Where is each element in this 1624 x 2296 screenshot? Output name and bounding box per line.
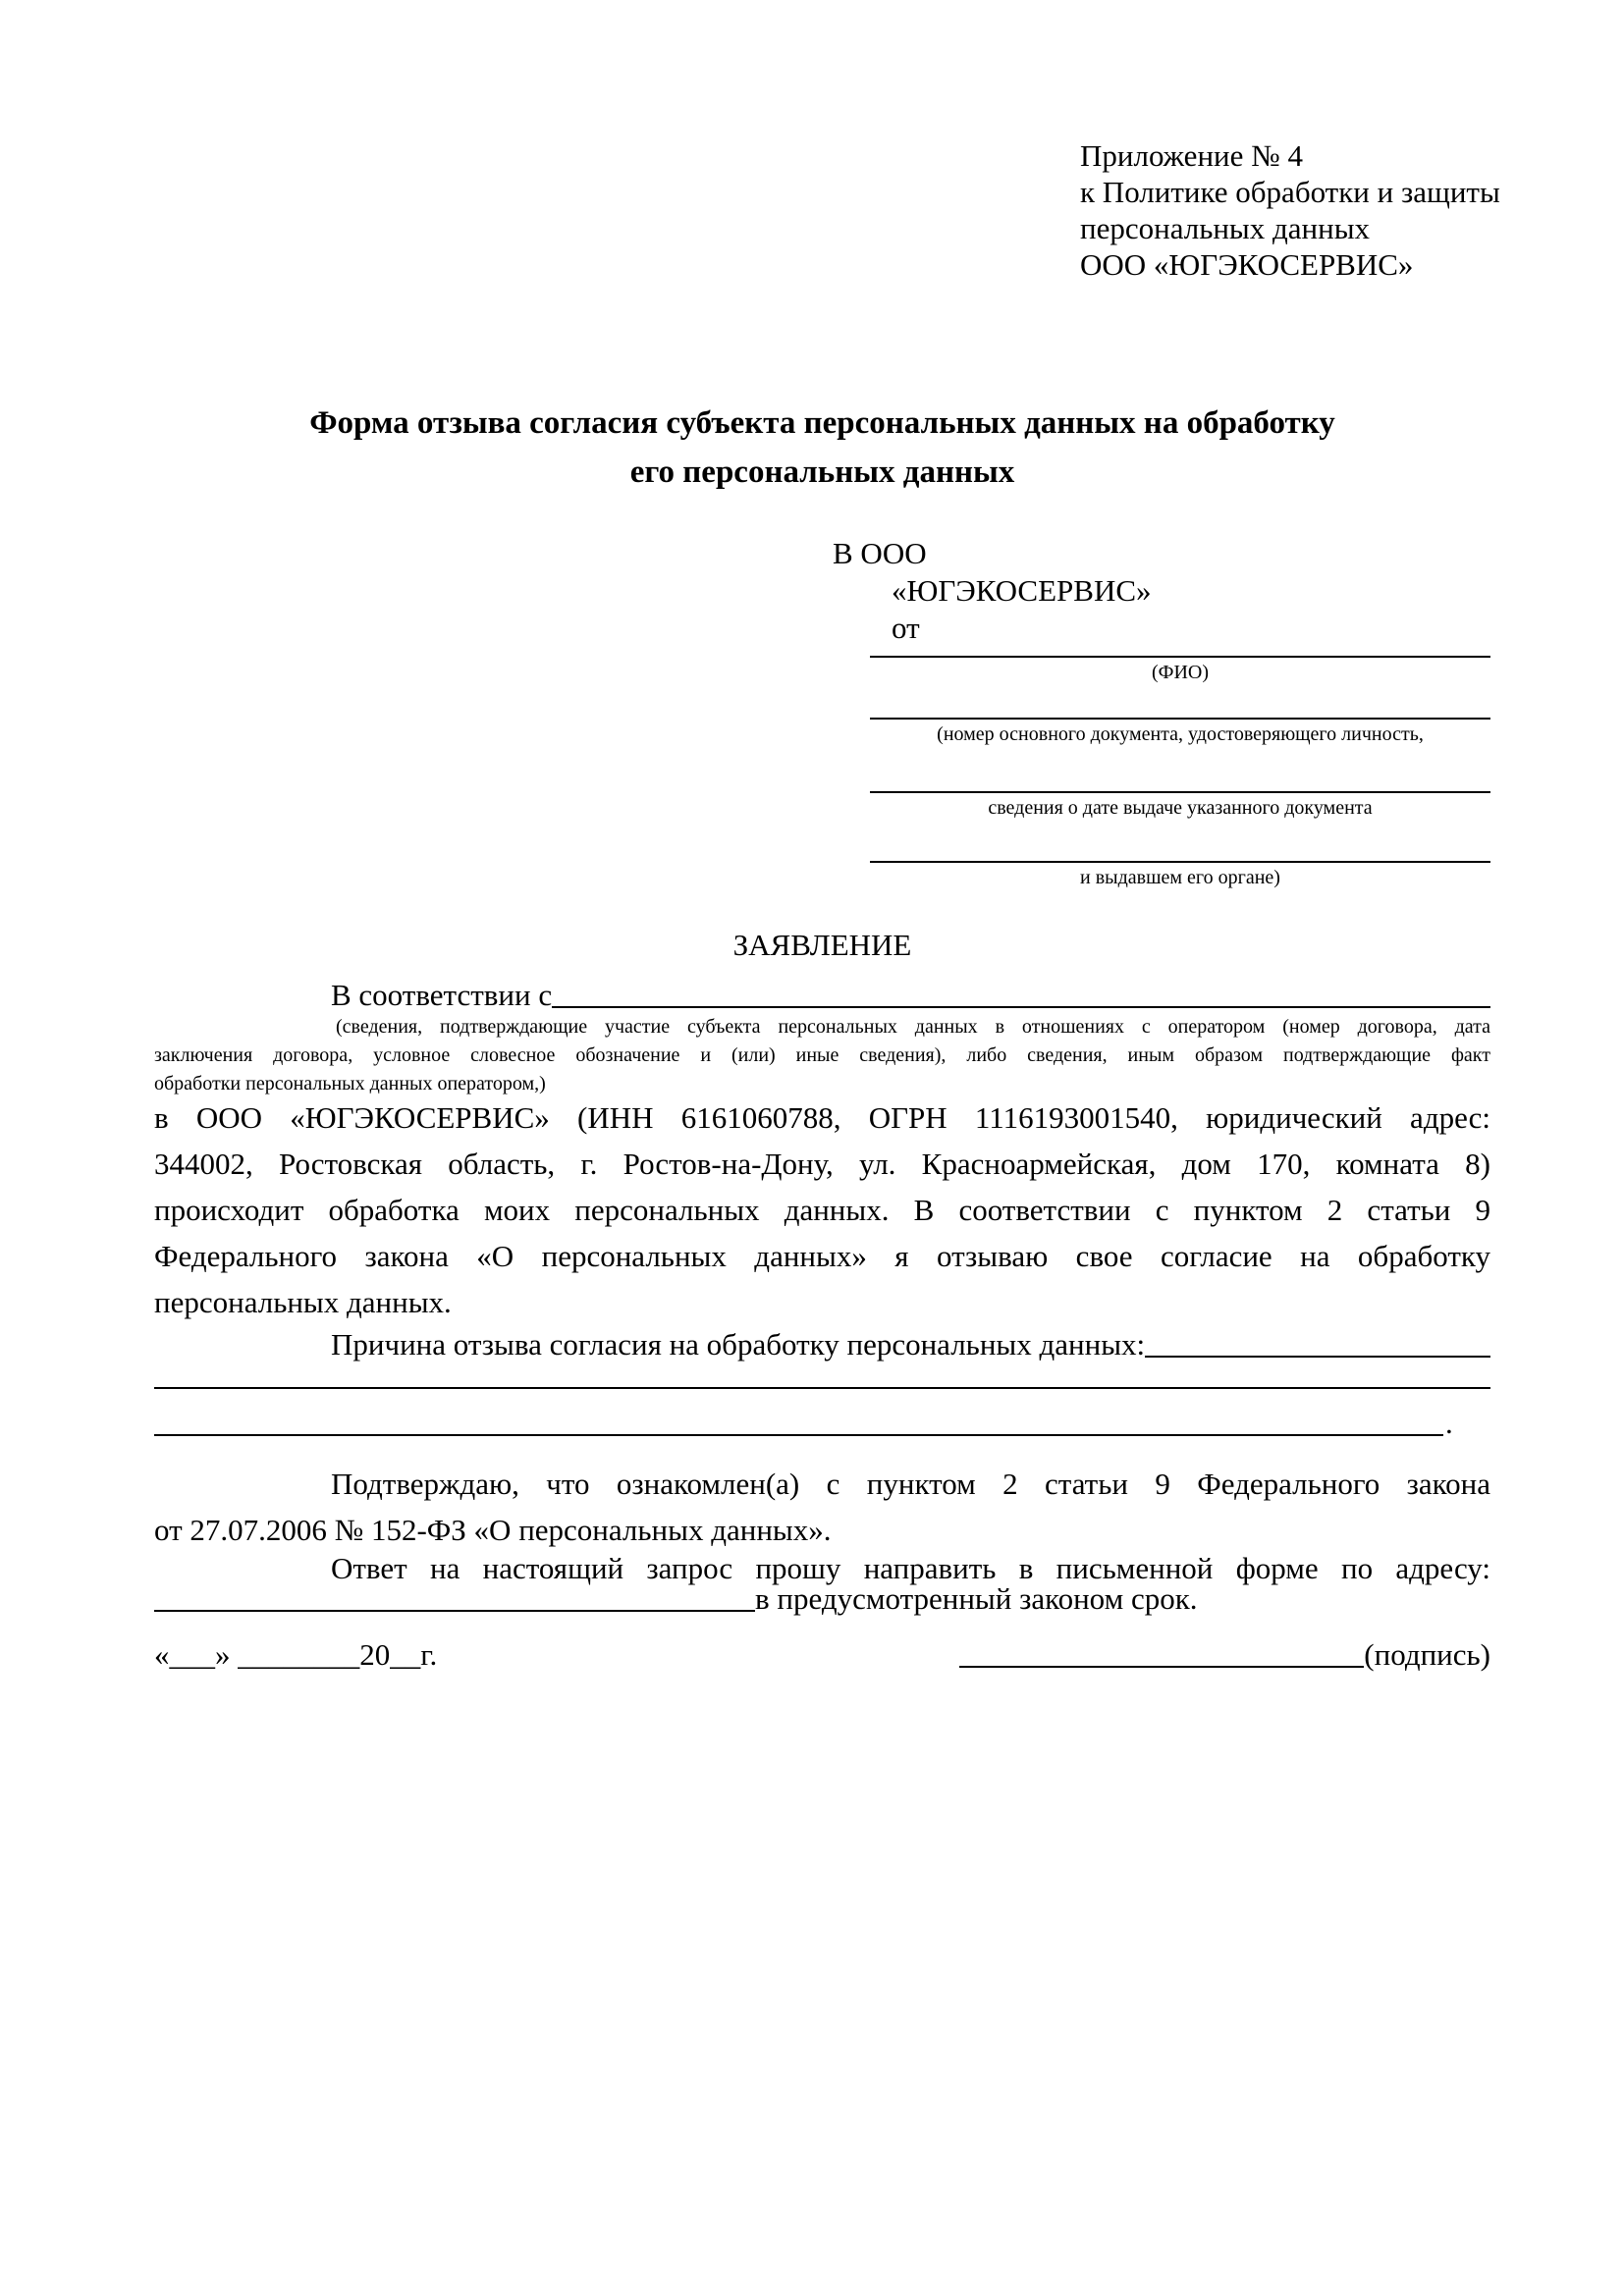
addressee-to-label: В ООО xyxy=(833,536,927,570)
appendix-org-name: ООО «ЮГЭКОСЕРВИС» xyxy=(1080,247,1414,282)
date-blank-line: «___» ________20__г. xyxy=(154,1637,438,1672)
small-print-note xyxy=(154,1013,1490,1098)
confirmation-line1: Подтверждаю, что ознакомлен(а) с пунктом 2 статьи 9 Федерального закона xyxy=(331,1467,1490,1501)
document-number-caption: (номер основного документа, удостоверяющего личность, xyxy=(937,723,1424,745)
statement-body-line2: 344002, Ростовская область, г. Ростов-на-Дону, ул. Красноармейская, дом 170, комната 8) xyxy=(154,1147,1490,1181)
small-print-line2: заключения договора, условное словесное обозначение и (или) иные сведения), либо сведения, иным образом подтверждающие факт xyxy=(154,1044,1490,1066)
page-title-line1: Форма отзыва согласия субъекта персональных данных на обработку xyxy=(309,405,1335,441)
fio-blank-group xyxy=(870,656,1490,684)
answer-request-line1: Ответ на настоящий запрос прошу направить в письменной форме по адресу: xyxy=(331,1551,1490,1585)
statement-body-line5: персональных данных. xyxy=(154,1285,452,1319)
answer-request-suffix: в предусмотренный законом срок. xyxy=(755,1581,1198,1616)
small-print-line1: (сведения, подтверждающие участие субъекта персональных данных в отношениях с оператором (номер договора, дата xyxy=(336,1016,1490,1038)
appendix-number: Приложение № 4 xyxy=(1080,138,1303,173)
small-print-line3: обработки персональных данных оператором,) xyxy=(154,1073,546,1095)
issue-date-blank-group xyxy=(870,791,1490,820)
accordance-row xyxy=(154,978,1490,1013)
reason-blank-line-2 xyxy=(154,1387,1490,1389)
statement-body-line4: Федерального закона «О персональных данных» я отзываю свое согласие на обработку xyxy=(154,1239,1490,1273)
reason-blank-line-3 xyxy=(154,1434,1443,1436)
reason-row xyxy=(154,1327,1490,1362)
issuing-authority-caption: и выдавшем его органе) xyxy=(1080,867,1280,888)
page-title xyxy=(154,399,1490,497)
signature-caption: (подпись) xyxy=(1364,1637,1490,1672)
statement-body xyxy=(154,1095,1490,1325)
accordance-blank-line xyxy=(552,1006,1490,1008)
appendix-policy-line1: к Политике обработки и защиты xyxy=(1080,175,1500,209)
issue-date-caption: сведения о дате выдаче указанного документа xyxy=(988,797,1373,819)
appendix-policy-line2: персональных данных xyxy=(1080,211,1371,245)
statement-body-line1: в ООО «ЮГЭКОСЕРВИС» (ИНН 6161060788, ОГРН 1116193001540, юридический адрес: xyxy=(154,1100,1490,1135)
statement-heading: ЗАЯВЛЕНИЕ xyxy=(732,928,912,962)
accordance-label: В соответствии с xyxy=(331,978,553,1012)
document-number-blank-group xyxy=(870,718,1490,746)
reason-line-period: . xyxy=(1445,1406,1453,1440)
footer-row xyxy=(154,1637,1490,1673)
answer-address-blank-line xyxy=(154,1610,755,1612)
statement-body-line3: происходит обработка моих персональных данных. В соответствии с пунктом 2 статьи 9 xyxy=(154,1193,1490,1227)
addressee-block xyxy=(833,535,1496,889)
signature-block xyxy=(959,1637,1490,1673)
addressee-from-label: от xyxy=(892,611,920,645)
reason-label: Причина отзыва согласия на обработку персональных данных: xyxy=(331,1327,1146,1362)
signature-blank-line xyxy=(959,1666,1364,1668)
confirmation-line2: от 27.07.2006 № 152-ФЗ «О персональных данных». xyxy=(154,1513,832,1547)
fio-caption: (ФИО) xyxy=(1151,662,1209,683)
answer-address-row xyxy=(154,1571,1490,1617)
reason-blank-line-3-row xyxy=(154,1402,1490,1441)
appendix-header xyxy=(1080,137,1551,283)
confirmation-paragraph xyxy=(154,1461,1490,1553)
reason-blank-line xyxy=(1145,1356,1490,1358)
issuing-authority-blank-group xyxy=(870,861,1490,889)
addressee-org-name: «ЮГЭКОСЕРВИС» xyxy=(892,573,1152,608)
page-title-line2: его персональных данных xyxy=(629,454,1015,490)
